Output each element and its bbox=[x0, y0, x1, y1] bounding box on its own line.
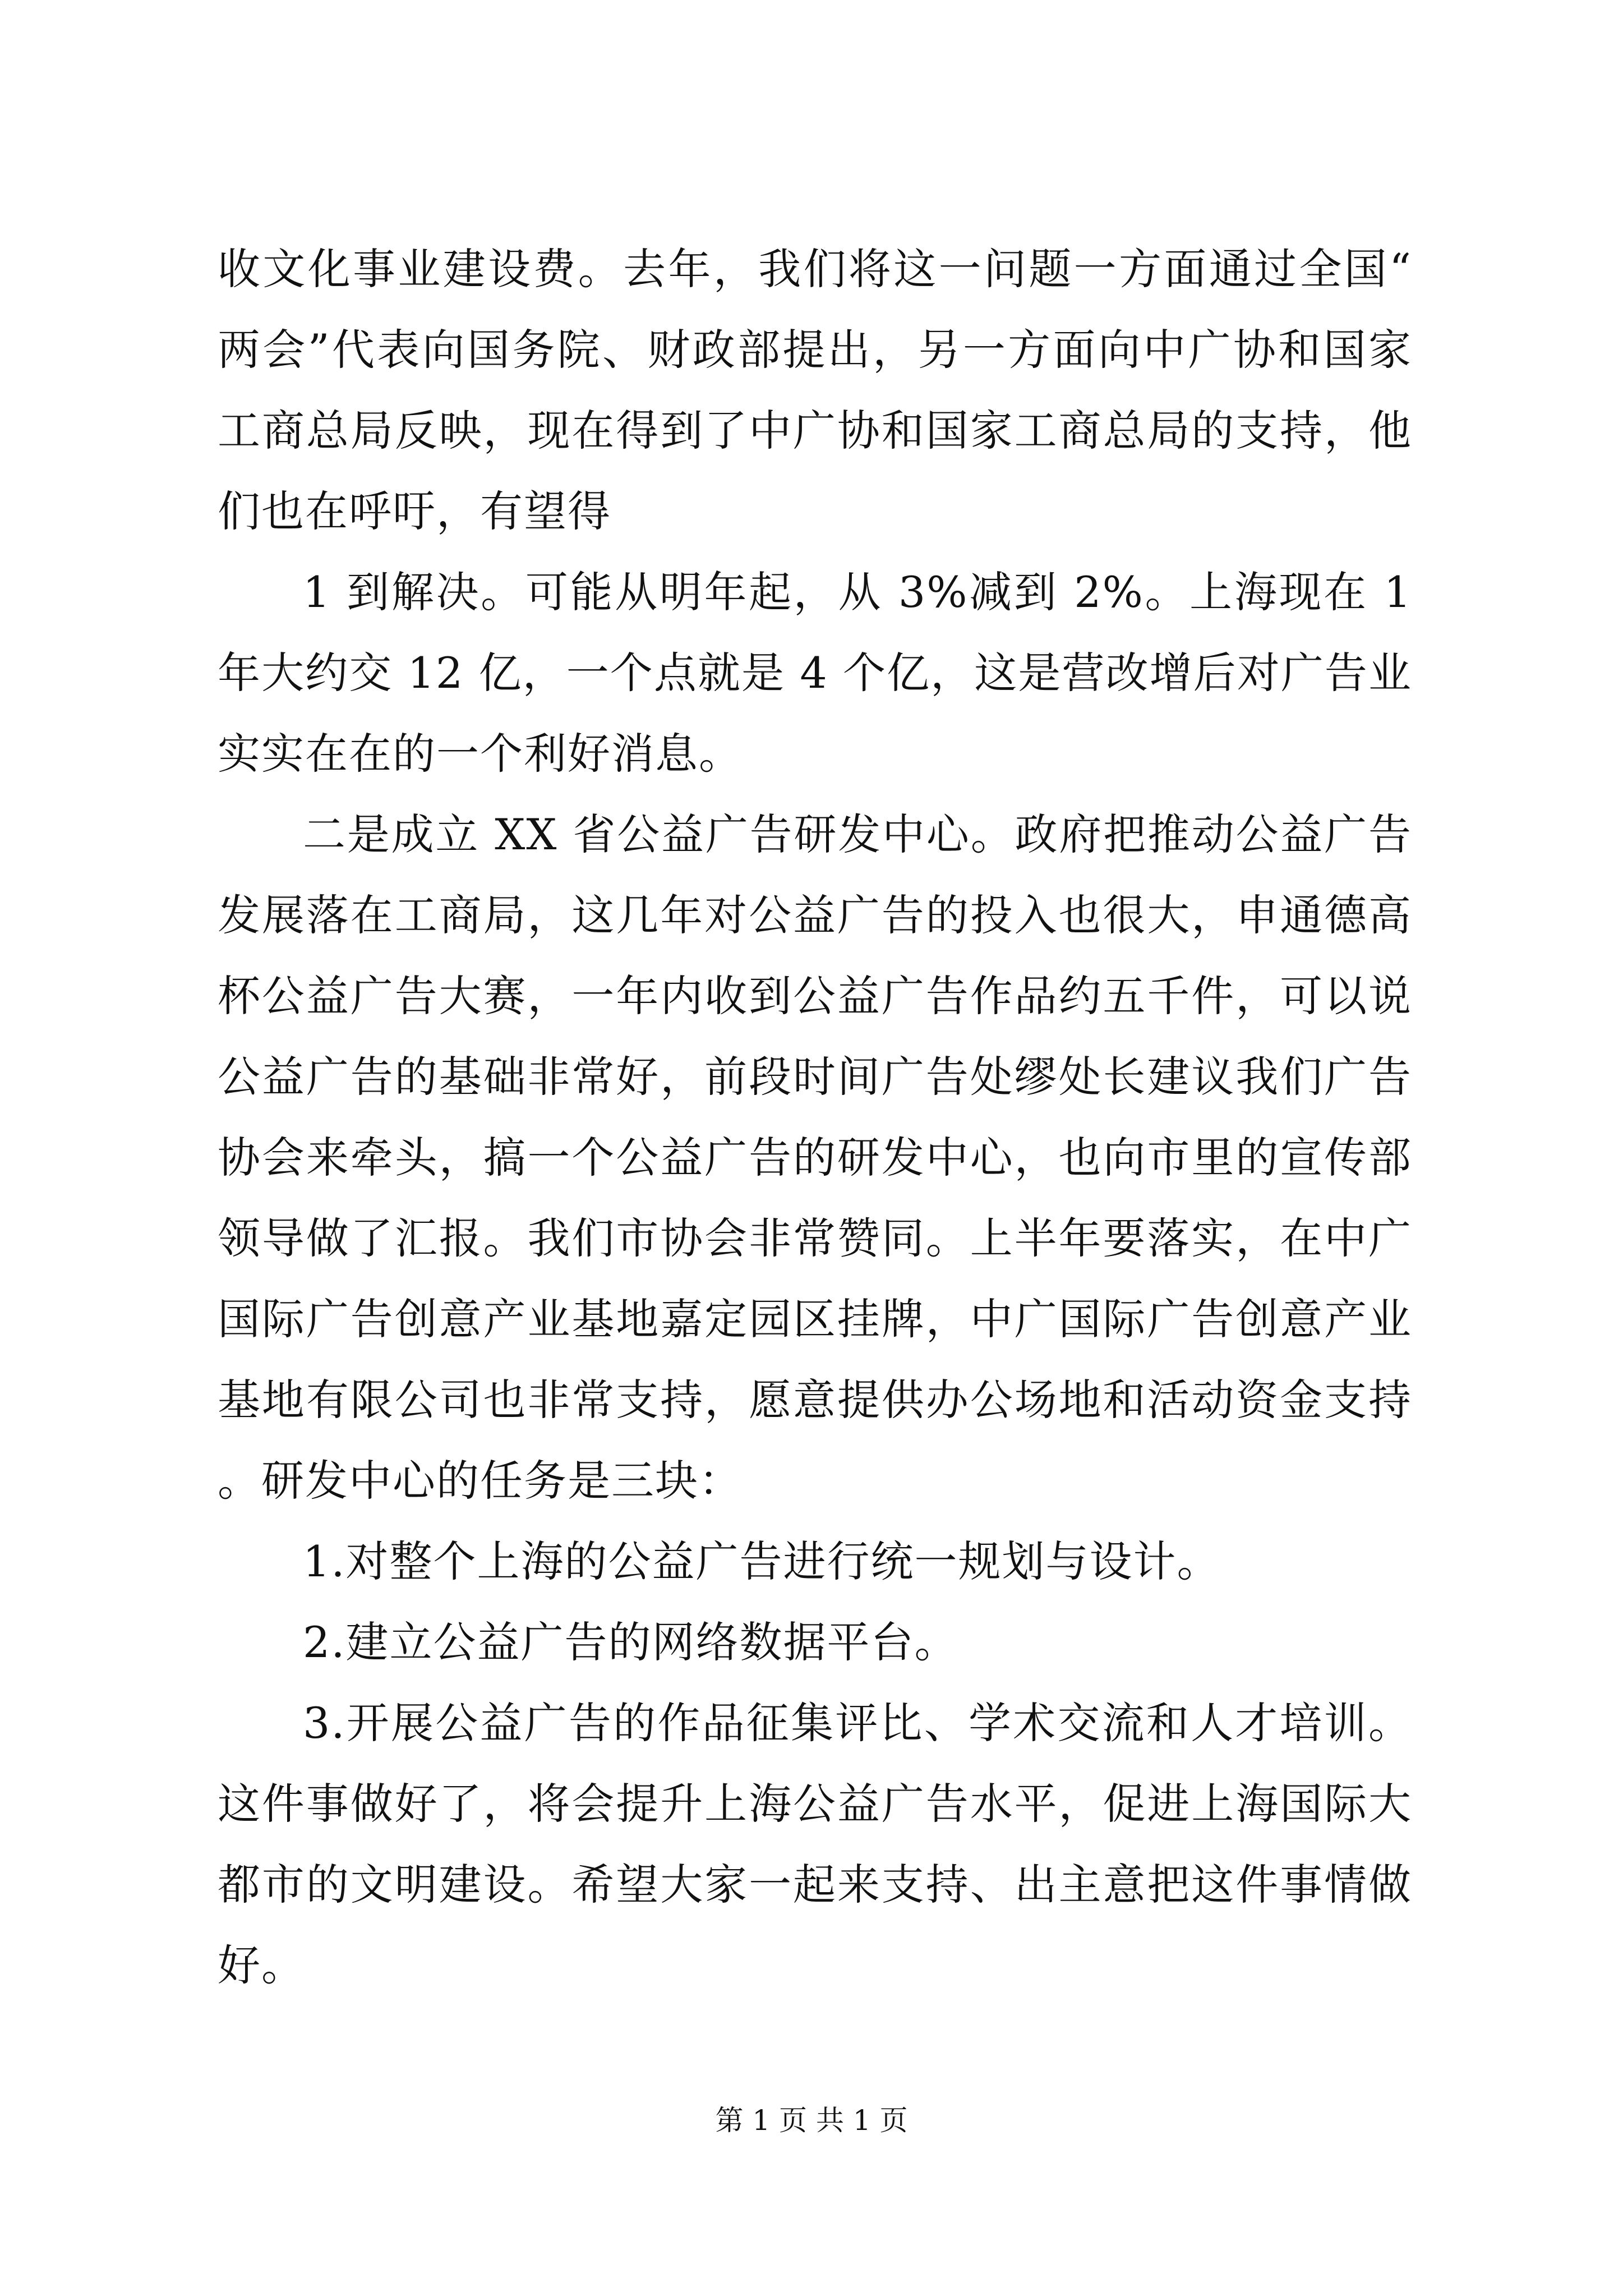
list-item-3: 3.开展公益广告的作品征集评比、学术交流和人才培训。这件事做好了，将会提升上海公益广告水平，促进上海国际大都市的文明建设。希望大家一起来支持、出主意把这件事情做好。 bbox=[218, 1698, 1412, 1990]
list-item-2: 2.建立公益广告的网络数据平台。 bbox=[303, 1617, 958, 1667]
page-number-footer: 第 1 页 共 1 页 bbox=[715, 2104, 908, 2137]
paragraph-1: 收文化事业建设费。去年，我们将这一问题一方面通过全国“两会”代表向国务院、财政部提出，另一方面向中广协和国家工商总局反映，现在得到了中广协和国家工商总局的支持，他们也在呼吁，有望得 bbox=[218, 244, 1412, 536]
list-item-1: 1.对整个上海的公益广告进行统一规划与设计。 bbox=[303, 1536, 1221, 1586]
paragraph-2: 1 到解决。可能从明年起，从 3%减到 2%。上海现在 1 年大约交 12 亿，一个点就是 4 个亿，这是营改增后对广告业实实在在的一个利好消息。 bbox=[218, 567, 1412, 779]
paragraph-3: 二是成立 XX 省公益广告研发中心。政府把推动公益广告发展落在工商局，这几年对公益广告的投入也很大，申通德高杯公益广告大赛，一年内收到公益广告作品约五千件，可以说公益广告的基础非常好，前段时间广告处缪处长建议我们广告协会来牵头，搞一个公益广告的研发中心，也向市里的宣传部领导做了汇报。我们市协会非常赞同。上半年要落实，在中广国际广告创意产业基地嘉定园区挂牌，中广国际广告创意产业基地有限公司也非常支持，愿意提供办公场地和活动资金支持。研发中心的任务是三块： bbox=[218, 809, 1412, 1506]
document-body bbox=[218, 229, 1412, 2006]
